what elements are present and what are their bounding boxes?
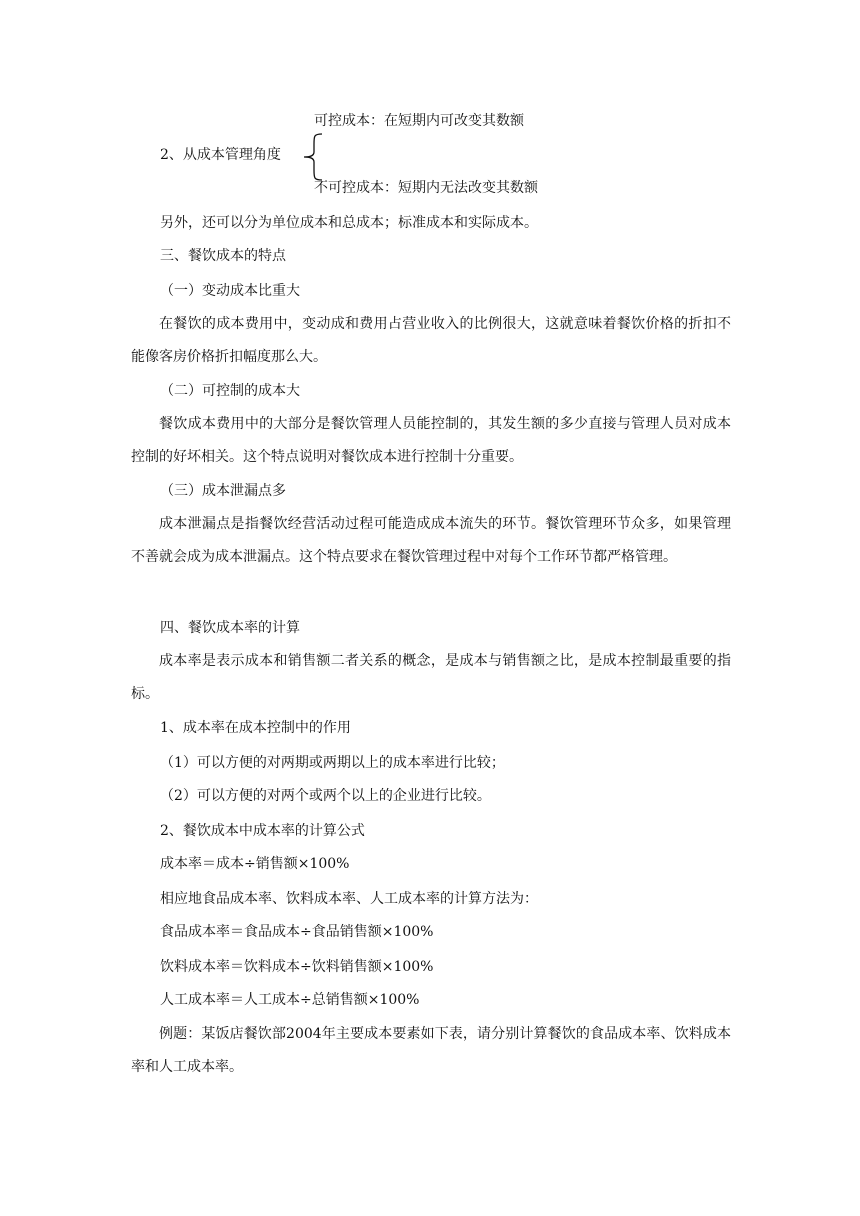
formula-intro: 相应地食品成本率、饮料成本率、人工成本率的计算方法为： [160,891,538,907]
heading-rate-role: 1、成本率在成本控制中的作用 [160,720,351,736]
heading-cost-rate: 四、餐饮成本率的计算 [160,620,300,636]
subheading-controllable-cost: （二）可控制的成本大 [160,383,300,399]
paragraph-controllable-cost: 餐饮成本费用中的大部分是餐饮管理人员能控制的，其发生额的多少直接与管理人员对成本控制的好坏相关。这个特点说明对餐饮成本进行控制十分重要。 [131,416,731,465]
formula-labor-cost-rate: 人工成本率＝人工成本÷总销售额×100% [160,992,420,1008]
paragraph-example: 例题：某饭店餐饮部2004年主要成本要素如下表，请分别计算餐饮的食品成本率、饮料成本率和人工成本率。 [131,1026,731,1075]
rate-role-item-1: （1）可以方便的对两期或两期以上的成本率进行比较； [160,755,505,771]
paragraph-leakage-points: 成本泄漏点是指餐饮经营活动过程可能造成成本流失的环节。餐饮管理环节众多，如果管理不善就会成为成本泄漏点。这个特点要求在餐饮管理过程中对每个工作环节都严格管理。 [131,516,731,565]
controllable-cost-text: 可控成本：在短期内可改变其数额 [314,113,524,129]
paragraph-variable-cost: 在餐饮的成本费用中，变动成和费用占营业收入的比例很大，这就意味着餐饮价格的折扣不能像客房价格折扣幅度那么大。 [131,316,731,365]
heading-features: 三、餐饮成本的特点 [160,248,286,264]
paragraph-other-classifications: 另外，还可以分为单位成本和总成本；标准成本和实际成本。 [160,215,538,231]
curly-brace-icon [302,132,324,182]
rate-role-item-2: （2）可以方便的对两个或两个以上的企业进行比较。 [160,788,491,804]
subheading-leakage-points: （三）成本泄漏点多 [160,483,286,499]
uncontrollable-cost-text: 不可控成本：短期内无法改变其数额 [314,180,538,196]
formula-beverage-cost-rate: 饮料成本率＝饮料成本÷饮料销售额×100% [160,959,434,975]
formula-food-cost-rate: 食品成本率＝食品成本÷食品销售额×100% [160,924,434,940]
heading-formula: 2、餐饮成本中成本率的计算公式 [160,823,365,839]
classification-item-label: 2、从成本管理角度 [160,147,281,163]
formula-general: 成本率＝成本÷销售额×100% [160,856,350,872]
subheading-variable-cost: （一）变动成本比重大 [160,283,300,299]
paragraph-cost-rate-definition: 成本率是表示成本和销售额二者关系的概念，是成本与销售额之比，是成本控制最重要的指标。 [131,653,731,702]
